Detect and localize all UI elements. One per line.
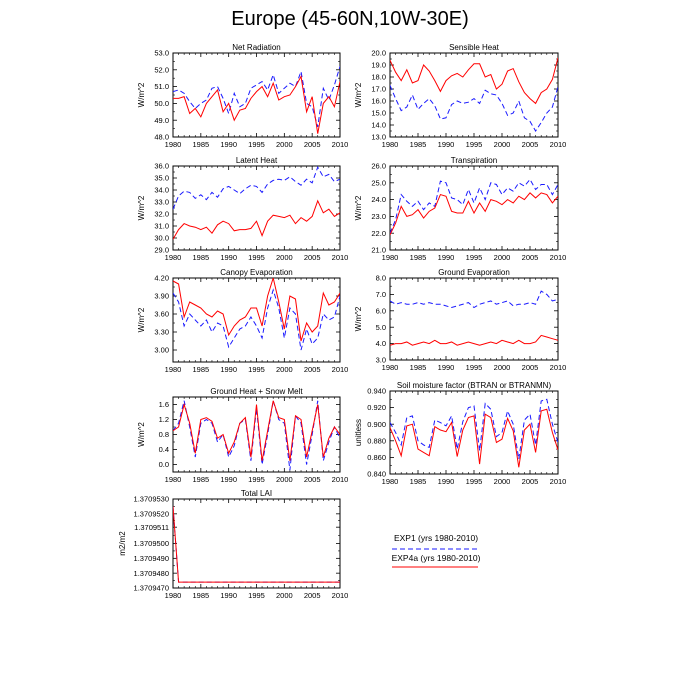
y-tick-label: 30.0 (154, 233, 169, 243)
y-tick-label: 1.3709470 (133, 583, 169, 593)
y-tick-label: 24.0 (371, 195, 386, 205)
chart-panel-2 (354, 43, 566, 149)
chart-panel-5 (137, 268, 348, 374)
series-line-exp1 (173, 167, 340, 209)
y-tick-label: 0.920 (367, 403, 386, 413)
y-tick-label: 0.940 (367, 386, 386, 396)
y-tick-label: 26.0 (371, 161, 386, 171)
series-line-exp4a (173, 278, 340, 341)
x-tick-label: 1985 (409, 363, 427, 372)
x-tick-label: 2010 (549, 253, 567, 262)
x-tick-label: 2005 (521, 253, 539, 262)
y-tick-label: 53.0 (154, 48, 169, 58)
series-line-exp4a (390, 193, 558, 235)
chart-title: Ground Heat + Snow Melt (210, 387, 303, 396)
x-tick-label: 2010 (331, 591, 349, 600)
plot-frame (173, 499, 340, 588)
legend-label-2: EXP4a (yrs 1980-2010) (391, 553, 481, 563)
y-tick-label: 0.860 (367, 453, 386, 462)
y-tick-label: 29.0 (154, 245, 169, 255)
y-tick-label: 1.3709490 (133, 553, 169, 563)
x-tick-label: 1990 (437, 253, 455, 262)
chart-title: Net Radiation (232, 43, 281, 52)
y-axis-label: W/m^2 (354, 195, 363, 221)
y-tick-label: 3.60 (154, 309, 169, 319)
x-tick-label: 1995 (465, 140, 483, 149)
y-tick-label: 3.0 (375, 355, 386, 365)
y-tick-label: 50.0 (154, 99, 169, 108)
x-tick-label: 2005 (303, 475, 321, 484)
chart-panel-7 (137, 387, 348, 484)
x-tick-label: 1980 (164, 253, 182, 262)
x-tick-label: 2005 (303, 253, 321, 262)
legend (392, 533, 481, 567)
x-tick-label: 2010 (549, 363, 567, 372)
x-tick-label: 1985 (192, 253, 210, 262)
chart-title: Total LAI (240, 489, 273, 498)
chart-title: Sensible Heat (449, 43, 499, 52)
y-tick-label: 1.3709480 (133, 568, 169, 578)
chart-panel-9 (118, 489, 348, 600)
page-title: Europe (45-60N,10W-30E) (231, 8, 469, 30)
x-tick-label: 1990 (437, 140, 455, 149)
x-tick-label: 1980 (164, 475, 182, 484)
series-line-exp1 (173, 290, 340, 350)
plot-frame (390, 53, 558, 137)
chart-title: Transpiration (450, 156, 498, 165)
y-tick-label: 0.900 (367, 419, 386, 429)
y-tick-label: 16.0 (371, 96, 386, 106)
y-tick-label: 1.2 (158, 415, 169, 425)
y-tick-label: 21.0 (371, 245, 386, 255)
x-tick-label: 2005 (303, 591, 321, 600)
x-tick-label: 1990 (220, 475, 238, 484)
x-tick-label: 1985 (409, 477, 427, 486)
x-tick-label: 1985 (409, 140, 427, 149)
plot-frame (390, 391, 558, 474)
y-tick-label: 25.0 (371, 178, 386, 188)
x-tick-label: 1990 (220, 140, 238, 149)
y-tick-label: 1.3709511 (134, 522, 169, 532)
x-tick-label: 2000 (493, 253, 511, 262)
chart-title: Ground Evaporation (438, 268, 510, 277)
y-tick-label: 18.0 (371, 72, 386, 82)
x-tick-label: 2005 (521, 363, 539, 372)
x-tick-label: 1995 (248, 591, 265, 600)
plot-frame (390, 278, 558, 360)
y-tick-label: 0.880 (367, 436, 386, 446)
y-tick-label: 4.20 (154, 273, 169, 283)
y-tick-label: 31.0 (154, 221, 169, 231)
y-axis-label: m2/m2 (118, 531, 127, 556)
chart-panel-3 (137, 156, 348, 262)
y-tick-label: 51.0 (154, 82, 169, 92)
x-tick-label: 2010 (549, 477, 567, 486)
x-tick-label: 2010 (331, 365, 349, 374)
y-tick-label: 20.0 (371, 48, 386, 58)
x-tick-label: 2005 (303, 140, 321, 149)
y-axis-label: W/m^2 (137, 422, 146, 447)
x-tick-label: 1985 (192, 591, 210, 600)
series-line-exp1 (390, 85, 558, 131)
y-tick-label: 6.0 (375, 306, 386, 316)
y-tick-label: 33.0 (154, 197, 169, 207)
x-tick-label: 2005 (521, 477, 539, 486)
y-axis-label: W/m^2 (354, 82, 363, 108)
y-tick-label: 36.0 (154, 161, 169, 171)
chart-title: Soil moisture factor (BTRAN or BTRANMN) (396, 381, 552, 390)
y-tick-label: 8.0 (375, 273, 386, 283)
series-line-exp4a (390, 335, 558, 345)
x-tick-label: 1980 (381, 140, 399, 149)
y-tick-label: 13.0 (371, 132, 386, 142)
x-tick-label: 2000 (493, 363, 511, 372)
x-tick-label: 2000 (275, 140, 293, 149)
x-tick-label: 2000 (275, 253, 293, 262)
series-line-exp4a (173, 201, 340, 239)
y-tick-label: 1.3709530 (133, 494, 169, 504)
x-tick-label: 1995 (465, 253, 483, 262)
x-tick-label: 1985 (192, 475, 210, 484)
series-line-exp1 (173, 506, 340, 582)
y-axis-label: W/m^2 (137, 195, 146, 221)
x-tick-label: 2005 (303, 365, 321, 374)
series-line-exp4a (173, 506, 340, 582)
x-tick-label: 2000 (493, 477, 511, 486)
y-tick-label: 14.0 (371, 120, 386, 130)
x-tick-label: 1995 (465, 363, 483, 372)
x-tick-label: 2010 (549, 140, 567, 149)
y-tick-label: 35.0 (154, 173, 169, 183)
x-tick-label: 1980 (164, 140, 182, 149)
y-tick-label: 1.3709520 (133, 509, 169, 519)
x-tick-label: 1990 (220, 591, 238, 600)
y-tick-label: 1.3709500 (133, 539, 169, 549)
x-tick-label: 1985 (409, 253, 427, 262)
y-tick-label: 34.0 (154, 185, 169, 195)
plot-frame (173, 278, 340, 362)
x-tick-label: 1985 (192, 140, 210, 149)
x-tick-label: 2010 (331, 253, 349, 262)
y-tick-label: 4.0 (375, 339, 386, 349)
x-tick-label: 1990 (437, 477, 455, 486)
y-tick-label: 5.0 (375, 322, 386, 332)
y-tick-label: 0.4 (158, 445, 169, 455)
y-tick-label: 0.0 (158, 460, 169, 470)
x-tick-label: 2000 (275, 365, 293, 374)
legend-label-1: EXP1 (yrs 1980-2010) (393, 533, 479, 543)
x-tick-label: 1995 (248, 140, 265, 149)
x-tick-label: 1980 (164, 365, 182, 374)
x-tick-label: 1995 (248, 475, 265, 484)
x-tick-label: 2010 (331, 475, 349, 484)
x-tick-label: 1995 (248, 253, 265, 262)
y-tick-label: 1.6 (158, 400, 169, 410)
x-tick-label: 1995 (248, 365, 265, 374)
y-tick-label: 0.840 (367, 469, 386, 479)
chart-panel-4 (354, 156, 566, 262)
x-tick-label: 2010 (331, 140, 349, 149)
plot-frame (390, 166, 558, 250)
y-tick-label: 3.00 (154, 345, 169, 355)
y-tick-label: 15.0 (371, 108, 386, 118)
x-tick-label: 1990 (220, 253, 238, 262)
y-tick-label: 22.0 (371, 228, 386, 238)
y-tick-label: 17.0 (371, 84, 386, 94)
chart-panel-6 (354, 268, 566, 372)
series-line-exp1 (390, 179, 558, 233)
series-line-exp4a (173, 77, 340, 134)
series-line-exp1 (390, 291, 558, 307)
y-axis-label: unitless (354, 418, 363, 447)
chart-title: Canopy Evaporation (220, 268, 293, 277)
series-line-exp4a (390, 58, 558, 104)
x-tick-label: 2005 (521, 140, 539, 149)
x-tick-label: 1980 (381, 477, 399, 486)
x-tick-label: 1980 (381, 363, 399, 372)
chart-title: Latent Heat (235, 156, 278, 165)
x-tick-label: 2000 (493, 140, 511, 149)
y-tick-label: 0.8 (158, 430, 169, 440)
chart-panel-1 (137, 43, 348, 149)
y-axis-label: W/m^2 (354, 306, 363, 332)
y-tick-label: 7.0 (375, 290, 386, 299)
x-tick-label: 1985 (192, 365, 210, 374)
y-tick-label: 19.0 (371, 60, 386, 70)
x-tick-label: 1995 (465, 477, 483, 486)
x-tick-label: 1980 (164, 591, 182, 600)
y-tick-label: 49.0 (154, 115, 169, 125)
x-tick-label: 2000 (275, 475, 293, 484)
y-tick-label: 52.0 (154, 65, 169, 75)
y-axis-label: W/m^2 (137, 307, 146, 333)
y-axis-label: W/m^2 (137, 82, 146, 108)
y-tick-label: 23.0 (371, 212, 386, 221)
x-tick-label: 1990 (220, 365, 238, 374)
chart-panel-8 (354, 381, 566, 486)
y-tick-label: 3.30 (154, 327, 169, 337)
x-tick-label: 1990 (437, 363, 455, 372)
y-tick-label: 3.90 (154, 291, 169, 301)
x-tick-label: 1980 (381, 253, 399, 262)
y-tick-label: 48.0 (154, 132, 169, 142)
series-line-exp4a (390, 409, 558, 467)
x-tick-label: 2000 (275, 591, 293, 600)
plot-frame (173, 53, 340, 137)
y-tick-label: 32.0 (154, 209, 169, 219)
series-line-exp1 (390, 399, 558, 459)
